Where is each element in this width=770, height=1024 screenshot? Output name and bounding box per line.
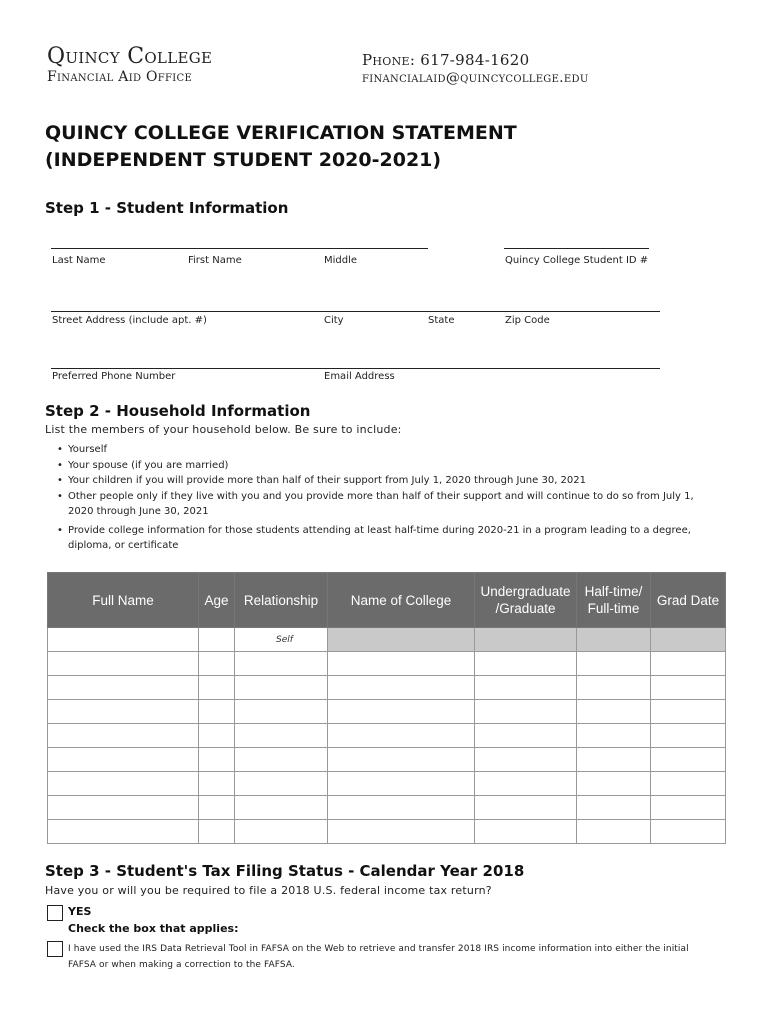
first-name-label: First Name bbox=[188, 255, 242, 266]
age-cell[interactable] bbox=[199, 748, 235, 772]
enrollment-cell[interactable] bbox=[577, 700, 651, 724]
college-cell[interactable] bbox=[328, 676, 475, 700]
col-level: Undergraduate /Graduate bbox=[475, 573, 577, 628]
col-relationship: Relationship bbox=[235, 573, 328, 628]
household-table bbox=[47, 572, 726, 844]
age-cell[interactable] bbox=[199, 628, 235, 652]
grad-date-cell bbox=[651, 628, 726, 652]
step2-heading: Step 2 - Household Information bbox=[45, 402, 311, 420]
name-cell[interactable] bbox=[48, 748, 199, 772]
level-cell[interactable] bbox=[475, 700, 577, 724]
level-cell[interactable] bbox=[475, 748, 577, 772]
college-cell[interactable] bbox=[328, 772, 475, 796]
name-field-line[interactable] bbox=[51, 248, 428, 249]
table-row bbox=[48, 652, 726, 676]
grad-date-cell[interactable] bbox=[651, 772, 726, 796]
col-age: Age bbox=[199, 573, 235, 628]
age-cell[interactable] bbox=[199, 820, 235, 844]
table-row bbox=[48, 700, 726, 724]
email-label: Email Address bbox=[324, 371, 395, 382]
document-title bbox=[45, 120, 517, 174]
name-cell[interactable] bbox=[48, 820, 199, 844]
name-cell[interactable] bbox=[48, 772, 199, 796]
check-prompt: Check the box that applies: bbox=[68, 922, 239, 935]
bullet-item: • Other people only if they live with you and you provide more than half of their support and will continue to do so from July 1, 2020 through June 30, 2021 bbox=[57, 489, 717, 520]
relationship-cell[interactable] bbox=[235, 700, 328, 724]
enrollment-cell[interactable] bbox=[577, 748, 651, 772]
grad-date-cell[interactable] bbox=[651, 748, 726, 772]
table-row bbox=[48, 796, 726, 820]
contact-field-line[interactable] bbox=[51, 368, 660, 369]
col-full-name: Full Name bbox=[48, 573, 199, 628]
enrollment-cell[interactable] bbox=[577, 820, 651, 844]
name-cell[interactable] bbox=[48, 796, 199, 820]
household-bullets bbox=[57, 442, 717, 554]
step3-heading: Step 3 - Student's Tax Filing Status - Calendar Year 2018 bbox=[45, 862, 525, 880]
col-grad-date: Grad Date bbox=[651, 573, 726, 628]
college-cell[interactable] bbox=[328, 700, 475, 724]
age-cell[interactable] bbox=[199, 724, 235, 748]
irs-drt-checkbox[interactable] bbox=[47, 941, 63, 957]
table-row bbox=[48, 676, 726, 700]
name-cell[interactable] bbox=[48, 652, 199, 676]
table-header-row bbox=[48, 573, 726, 628]
grad-date-cell[interactable] bbox=[651, 796, 726, 820]
age-cell[interactable] bbox=[199, 796, 235, 820]
relationship-cell[interactable] bbox=[235, 676, 328, 700]
relationship-cell[interactable] bbox=[235, 820, 328, 844]
college-cell[interactable] bbox=[328, 820, 475, 844]
name-cell[interactable] bbox=[48, 724, 199, 748]
bullet-item: • Provide college information for those students attending at least half-time during 2020-21 in a program leading to a degree, diploma, or certificate bbox=[57, 523, 717, 554]
relationship-cell[interactable] bbox=[235, 748, 328, 772]
college-cell[interactable] bbox=[328, 724, 475, 748]
street-address-label: Street Address (include apt. #) bbox=[52, 315, 207, 326]
grad-date-cell[interactable] bbox=[651, 820, 726, 844]
yes-checkbox[interactable] bbox=[47, 905, 63, 921]
college-cell[interactable] bbox=[328, 796, 475, 820]
level-cell[interactable] bbox=[475, 724, 577, 748]
table-row bbox=[48, 628, 726, 652]
bullet-item: • Your spouse (if you are married) bbox=[57, 458, 717, 474]
col-college: Name of College bbox=[328, 573, 475, 628]
bullet-item: • Yourself bbox=[57, 442, 717, 458]
grad-date-cell[interactable] bbox=[651, 724, 726, 748]
college-cell bbox=[328, 628, 475, 652]
college-cell[interactable] bbox=[328, 748, 475, 772]
grad-date-cell[interactable] bbox=[651, 700, 726, 724]
zip-code-label: Zip Code bbox=[505, 315, 550, 326]
relationship-cell: Self bbox=[235, 628, 328, 652]
age-cell[interactable] bbox=[199, 700, 235, 724]
bullet-item: • Your children if you will provide more than half of their support from July 1, 2020 through June 30, 2021 bbox=[57, 473, 717, 489]
age-cell[interactable] bbox=[199, 676, 235, 700]
phone-label: Preferred Phone Number bbox=[52, 371, 176, 382]
office-name: Financial Aid Office bbox=[47, 69, 193, 85]
office-email: financialaid@quincycollege.edu bbox=[362, 70, 589, 86]
enrollment-cell[interactable] bbox=[577, 724, 651, 748]
level-cell bbox=[475, 628, 577, 652]
last-name-label: Last Name bbox=[52, 255, 106, 266]
household-intro: List the members of your household below. Be sure to include: bbox=[45, 423, 402, 436]
name-cell[interactable] bbox=[48, 628, 199, 652]
student-id-label: Quincy College Student ID # bbox=[505, 255, 649, 266]
enrollment-cell[interactable] bbox=[577, 772, 651, 796]
name-cell[interactable] bbox=[48, 700, 199, 724]
college-cell[interactable] bbox=[328, 652, 475, 676]
enrollment-cell[interactable] bbox=[577, 796, 651, 820]
grad-date-cell[interactable] bbox=[651, 676, 726, 700]
student-id-field-line[interactable] bbox=[504, 248, 649, 249]
state-label: State bbox=[428, 315, 455, 326]
address-field-line[interactable] bbox=[51, 311, 660, 312]
relationship-cell[interactable] bbox=[235, 724, 328, 748]
college-name: Quincy College bbox=[47, 44, 213, 69]
phone-number: Phone: 617-984-1620 bbox=[362, 51, 530, 69]
level-cell[interactable] bbox=[475, 820, 577, 844]
level-cell[interactable] bbox=[475, 652, 577, 676]
age-cell[interactable] bbox=[199, 772, 235, 796]
table-row bbox=[48, 820, 726, 844]
step1-heading: Step 1 - Student Information bbox=[45, 199, 289, 217]
city-label: City bbox=[324, 315, 344, 326]
name-cell[interactable] bbox=[48, 676, 199, 700]
relationship-cell[interactable] bbox=[235, 796, 328, 820]
irs-drt-option-text: I have used the IRS Data Retrieval Tool in FAFSA on the Web to retrieve and transfer 2018 IRS income information into either the initial FAFSA or when making a correction to the FAFSA. bbox=[68, 944, 689, 970]
enrollment-cell[interactable] bbox=[577, 652, 651, 676]
yes-label: YES bbox=[68, 905, 92, 918]
col-enrollment: Half-time/ Full-time bbox=[577, 573, 651, 628]
table-row bbox=[48, 748, 726, 772]
level-cell[interactable] bbox=[475, 772, 577, 796]
enrollment-cell bbox=[577, 628, 651, 652]
title-line-1: QUINCY COLLEGE VERIFICATION STATEMENT bbox=[45, 122, 517, 144]
relationship-cell[interactable] bbox=[235, 652, 328, 676]
grad-date-cell[interactable] bbox=[651, 652, 726, 676]
table-row bbox=[48, 724, 726, 748]
enrollment-cell[interactable] bbox=[577, 676, 651, 700]
tax-question: Have you or will you be required to file a 2018 U.S. federal income tax return? bbox=[45, 884, 492, 897]
level-cell[interactable] bbox=[475, 796, 577, 820]
table-row bbox=[48, 772, 726, 796]
title-line-2: (INDEPENDENT STUDENT 2020-2021) bbox=[45, 149, 442, 171]
age-cell[interactable] bbox=[199, 652, 235, 676]
middle-name-label: Middle bbox=[324, 255, 358, 266]
level-cell[interactable] bbox=[475, 676, 577, 700]
relationship-cell[interactable] bbox=[235, 772, 328, 796]
